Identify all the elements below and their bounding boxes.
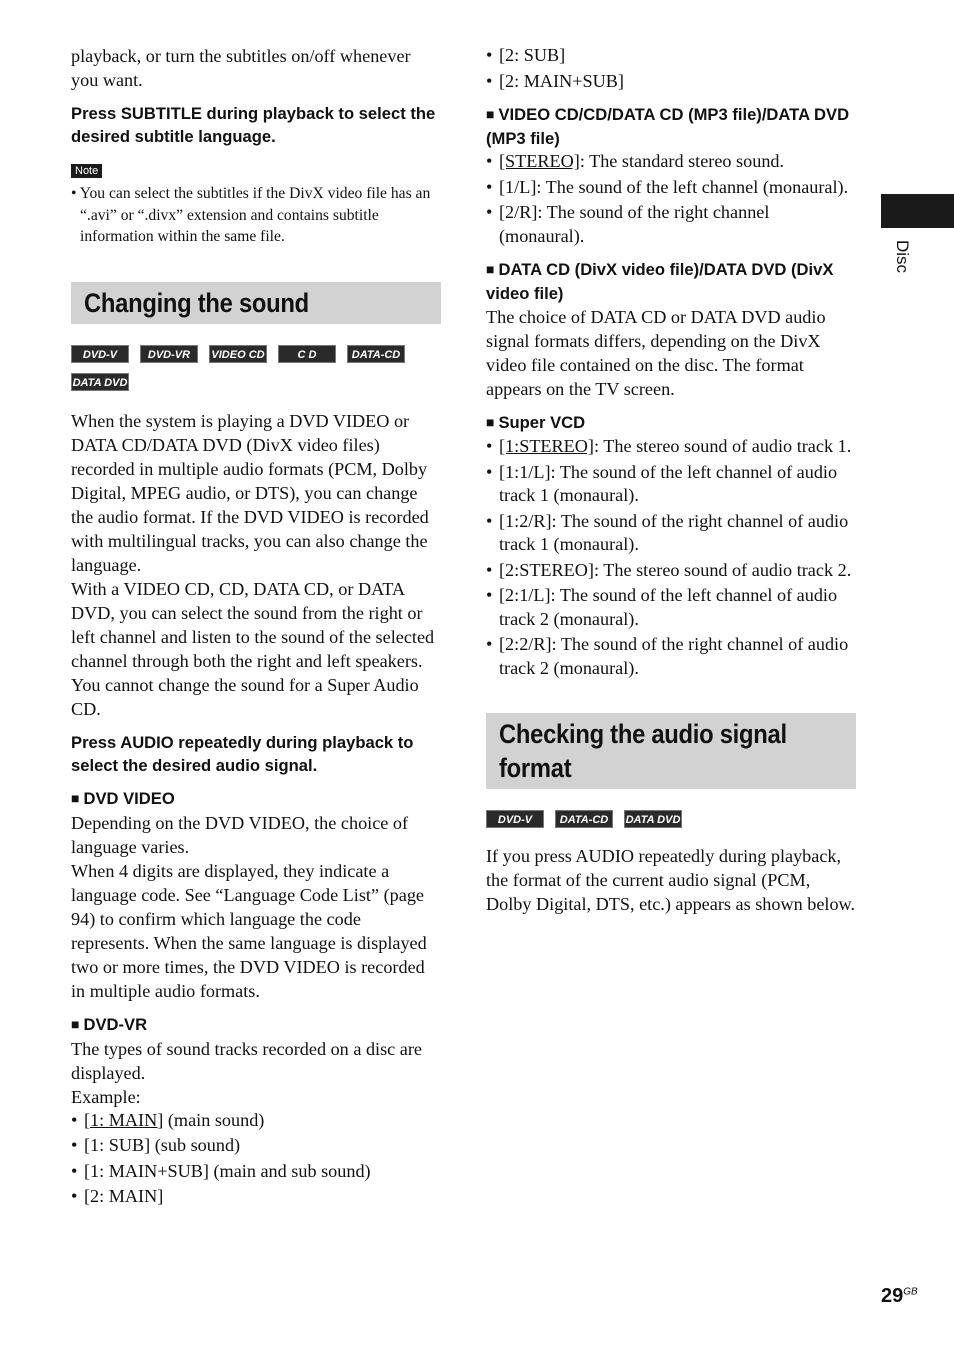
list-item: • [STEREO]: The standard stereo sound. xyxy=(486,150,856,174)
disc-badges-right xyxy=(486,810,856,828)
section-title-audio-signal: Checking the audio signal format xyxy=(486,713,856,789)
note-text: • You can select the subtitles if the DivX video file has an “.avi” or “.divx” extension and contains subtitle information within the same file. xyxy=(71,185,431,245)
svcd-heading: ■ Super VCD xyxy=(486,413,586,432)
audio-instruction: Press AUDIO repeatedly during playback to select the desired audio signal. xyxy=(71,732,414,775)
dvd-vr-text: The types of sound tracks recorded on a disc are displayed. xyxy=(71,1038,422,1083)
badge-data-dvd: DATA DVD xyxy=(71,373,129,391)
badge-data-dvd: DATA DVD xyxy=(624,810,682,828)
paragraph-channel-select: With a VIDEO CD, CD, DATA CD, or DATA DVD, you can select the sound from the right or left channel and listen to the sound of the selected channel through both the right and left speakers. xyxy=(71,578,435,671)
vcd-heading: ■ VIDEO CD/CD/DATA CD (MP3 file)/DATA DVD (MP3 file) xyxy=(486,105,850,148)
dvd-video-text-2: When 4 digits are displayed, they indicate a language code. See “Language Code List” (page 94) to confirm which language the code represents. When the same language is displayed two or more times, the DVD VIDEO is recorded in multiple audio formats. xyxy=(71,860,427,1001)
note-label: Note xyxy=(71,164,102,178)
list-item: • [2: MAIN] xyxy=(71,1185,441,1209)
dvd-vr-heading: ■ DVD-VR xyxy=(71,1014,148,1034)
disc-badges xyxy=(71,345,441,391)
list-item: • [2/R]: The sound of the right channel (monaural). xyxy=(486,201,856,248)
paragraph-super-audio: You cannot change the sound for a Super Audio CD. xyxy=(71,674,419,719)
dvd-video-heading: ■ DVD VIDEO xyxy=(71,788,175,808)
divx-text: The choice of DATA CD or DATA DVD audio signal formats differs, depending on the DivX video file contained on the disc. The format appears on the TV screen. xyxy=(486,307,826,399)
list-item: • [1/L]: The sound of the left channel (monaural). xyxy=(486,176,856,200)
list-item: • [1: MAIN+SUB] (main and sub sound) xyxy=(71,1160,441,1184)
badge-dvd-vr: DVD-VR xyxy=(140,345,198,363)
intro-text: playback, or turn the subtitles on/off whenever you want. xyxy=(71,46,411,90)
vcd-list xyxy=(486,150,856,248)
divx-heading: ■ DATA CD (DivX video file)/DATA DVD (DivX video file) xyxy=(486,260,834,303)
left-column xyxy=(71,44,441,1211)
dvd-vr-list-continued xyxy=(486,44,856,93)
list-item: • [2: SUB] xyxy=(486,44,856,68)
list-item: • [2:STEREO]: The stereo sound of audio track 2. xyxy=(486,559,856,583)
side-tab xyxy=(881,194,954,228)
badge-video-cd: VIDEO CD xyxy=(209,345,267,363)
badge-data-cd: DATA-CD xyxy=(347,345,405,363)
list-item: • [2:2/R]: The sound of the right channel of audio track 2 (monaural). xyxy=(486,633,856,680)
page-number: $29^{GB}$ xyxy=(881,1285,918,1307)
section-title-changing-sound: Changing the sound xyxy=(71,282,441,324)
side-label-disc: Disc xyxy=(893,240,912,274)
list-item: • [1:1/L]: The sound of the left channel of audio track 1 (monaural). xyxy=(486,461,856,508)
subtitle-instruction: Press SUBTITLE during playback to select the desired subtitle language. xyxy=(71,104,436,146)
list-item: • [1:STEREO]: The stereo sound of audio track 1. xyxy=(486,435,856,459)
badge-cd: C D xyxy=(278,345,336,363)
dvd-video-text-1: Depending on the DVD VIDEO, the choice of language varies. xyxy=(71,812,409,857)
paragraph-audio-formats: When the system is playing a DVD VIDEO or DATA CD/DATA DVD (DivX video files) recorded in multiple audio formats (PCM, Dolby Digital, MPEG audio, or DTS), you can change the audio format. If the DVD VIDEO is recorded with multilingual tracks, you can also change the language. xyxy=(71,410,429,575)
list-item: • [2:1/L]: The sound of the left channel of audio track 2 (monaural). xyxy=(486,584,856,631)
badge-dvd-v: DVD-V xyxy=(71,345,129,363)
list-item: • [2: MAIN+SUB] xyxy=(486,70,856,94)
dvd-vr-example: Example: xyxy=(71,1086,141,1107)
svcd-list xyxy=(486,435,856,680)
dvd-vr-list xyxy=(71,1109,441,1209)
badge-dvd-v: DVD-V xyxy=(486,810,544,828)
audio-format-text: If you press AUDIO repeatedly during playback, the format of the current audio signal (PCM, Dolby Digital, DTS, etc.) appears as shown below. xyxy=(486,846,856,914)
list-item: • [1:2/R]: The sound of the right channel of audio track 1 (monaural). xyxy=(486,510,856,557)
list-item: • [1: MAIN] (main sound) xyxy=(71,1109,441,1133)
badge-data-cd: DATA-CD xyxy=(555,810,613,828)
list-item: • [1: SUB] (sub sound) xyxy=(71,1134,441,1158)
right-column xyxy=(486,44,856,916)
